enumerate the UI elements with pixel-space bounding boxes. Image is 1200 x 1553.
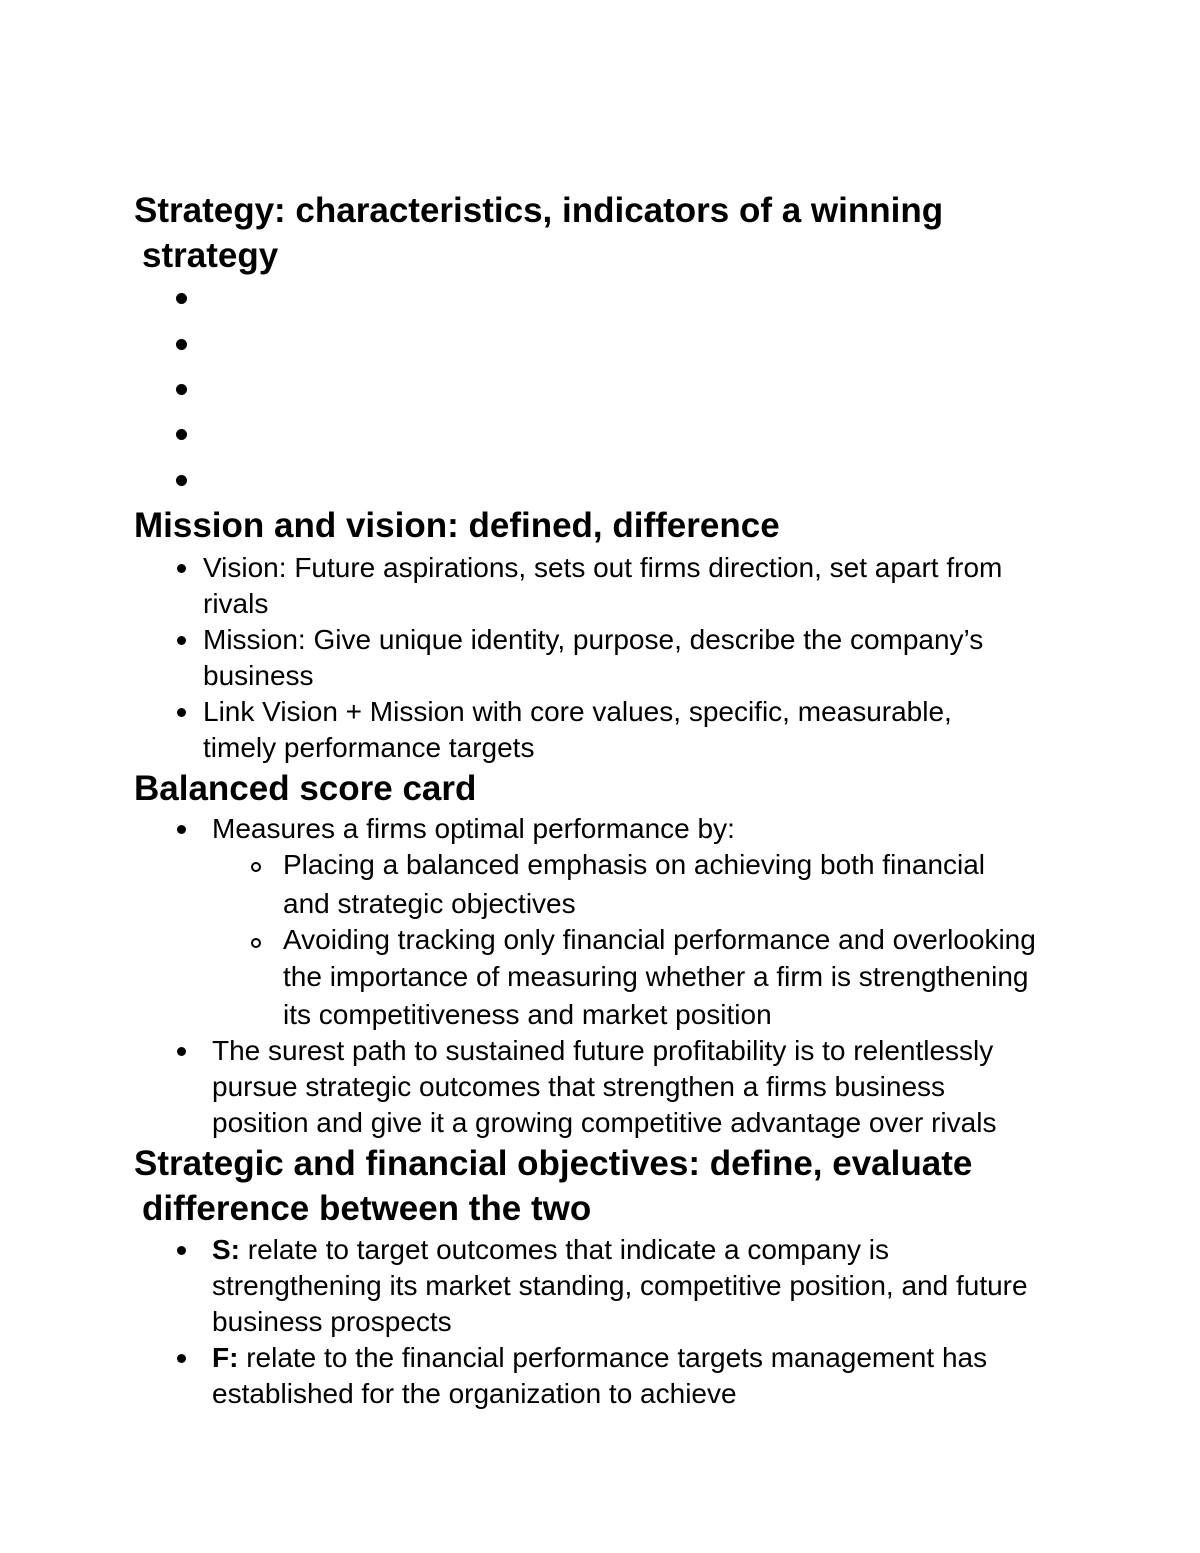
empty-bullet bbox=[176, 384, 187, 395]
list-item-vision: Vision: Future aspirations, sets out firms direction, set apart from bbox=[203, 552, 1003, 583]
item-label-f: F: bbox=[212, 1342, 239, 1373]
list-item-strategic bbox=[212, 1232, 889, 1268]
list-item-financial bbox=[212, 1340, 987, 1376]
list-item-surest-path-cont: position and give it a growing competitive advantage over rivals bbox=[212, 1107, 997, 1138]
sub-list-bullet bbox=[251, 862, 261, 872]
list-item-link: Link Vision + Mission with core values, specific, measurable, bbox=[203, 696, 952, 727]
list-bullet bbox=[177, 708, 186, 717]
list-bullet bbox=[177, 825, 186, 834]
list-item-measures: Measures a firms optimal performance by: bbox=[212, 813, 735, 844]
empty-bullet bbox=[176, 429, 187, 440]
list-bullet bbox=[177, 1246, 186, 1255]
list-item-strategic-cont: strengthening its market standing, competitive position, and future bbox=[212, 1270, 1028, 1301]
item-text-f: relate to the financial performance targets management has bbox=[238, 1342, 988, 1373]
list-item-link-cont: timely performance targets bbox=[203, 732, 535, 763]
sub-list-item-avoiding-cont: its competitiveness and market position bbox=[283, 999, 772, 1030]
list-item-mission-cont: business bbox=[203, 660, 314, 691]
list-item-financial-cont: established for the organization to achieve bbox=[212, 1378, 737, 1409]
list-item-surest-path: The surest path to sustained future profitability is to relentlessly bbox=[212, 1035, 994, 1066]
list-item-strategic-cont: business prospects bbox=[212, 1306, 452, 1337]
list-bullet bbox=[177, 564, 186, 573]
item-text-s: relate to target outcomes that indicate a company is bbox=[240, 1234, 890, 1265]
list-item-surest-path-cont: pursue strategic outcomes that strengthen a firms business bbox=[212, 1071, 946, 1102]
item-label-s: S: bbox=[212, 1234, 240, 1265]
section-heading-strategy: Strategy: characteristics, indicators of a winning bbox=[134, 191, 944, 230]
sub-list-item-balanced-emphasis: Placing a balanced emphasis on achieving both financial bbox=[283, 849, 986, 880]
list-bullet bbox=[177, 636, 186, 645]
section-heading-objectives-cont: difference between the two bbox=[142, 1189, 592, 1228]
section-heading-balanced-scorecard: Balanced score card bbox=[134, 769, 477, 808]
sub-list-item-balanced-emphasis-cont: and strategic objectives bbox=[283, 888, 576, 919]
sub-list-bullet bbox=[251, 938, 261, 948]
list-bullet bbox=[177, 1047, 186, 1056]
section-heading-mission-vision: Mission and vision: defined, difference bbox=[134, 506, 780, 545]
empty-bullet bbox=[176, 293, 187, 304]
empty-bullet bbox=[176, 475, 187, 486]
empty-bullet bbox=[176, 339, 187, 350]
list-bullet bbox=[177, 1354, 186, 1363]
sub-list-item-avoiding-cont: the importance of measuring whether a firm is strengthening bbox=[283, 961, 1029, 992]
list-item-mission: Mission: Give unique identity, purpose, describe the company’s bbox=[203, 624, 984, 655]
list-item-vision-cont: rivals bbox=[203, 588, 269, 619]
section-heading-objectives: Strategic and financial objectives: define, evaluate bbox=[134, 1144, 973, 1183]
section-heading-strategy-cont: strategy bbox=[142, 236, 279, 275]
sub-list-item-avoiding: Avoiding tracking only financial performance and overlooking bbox=[283, 924, 1036, 955]
